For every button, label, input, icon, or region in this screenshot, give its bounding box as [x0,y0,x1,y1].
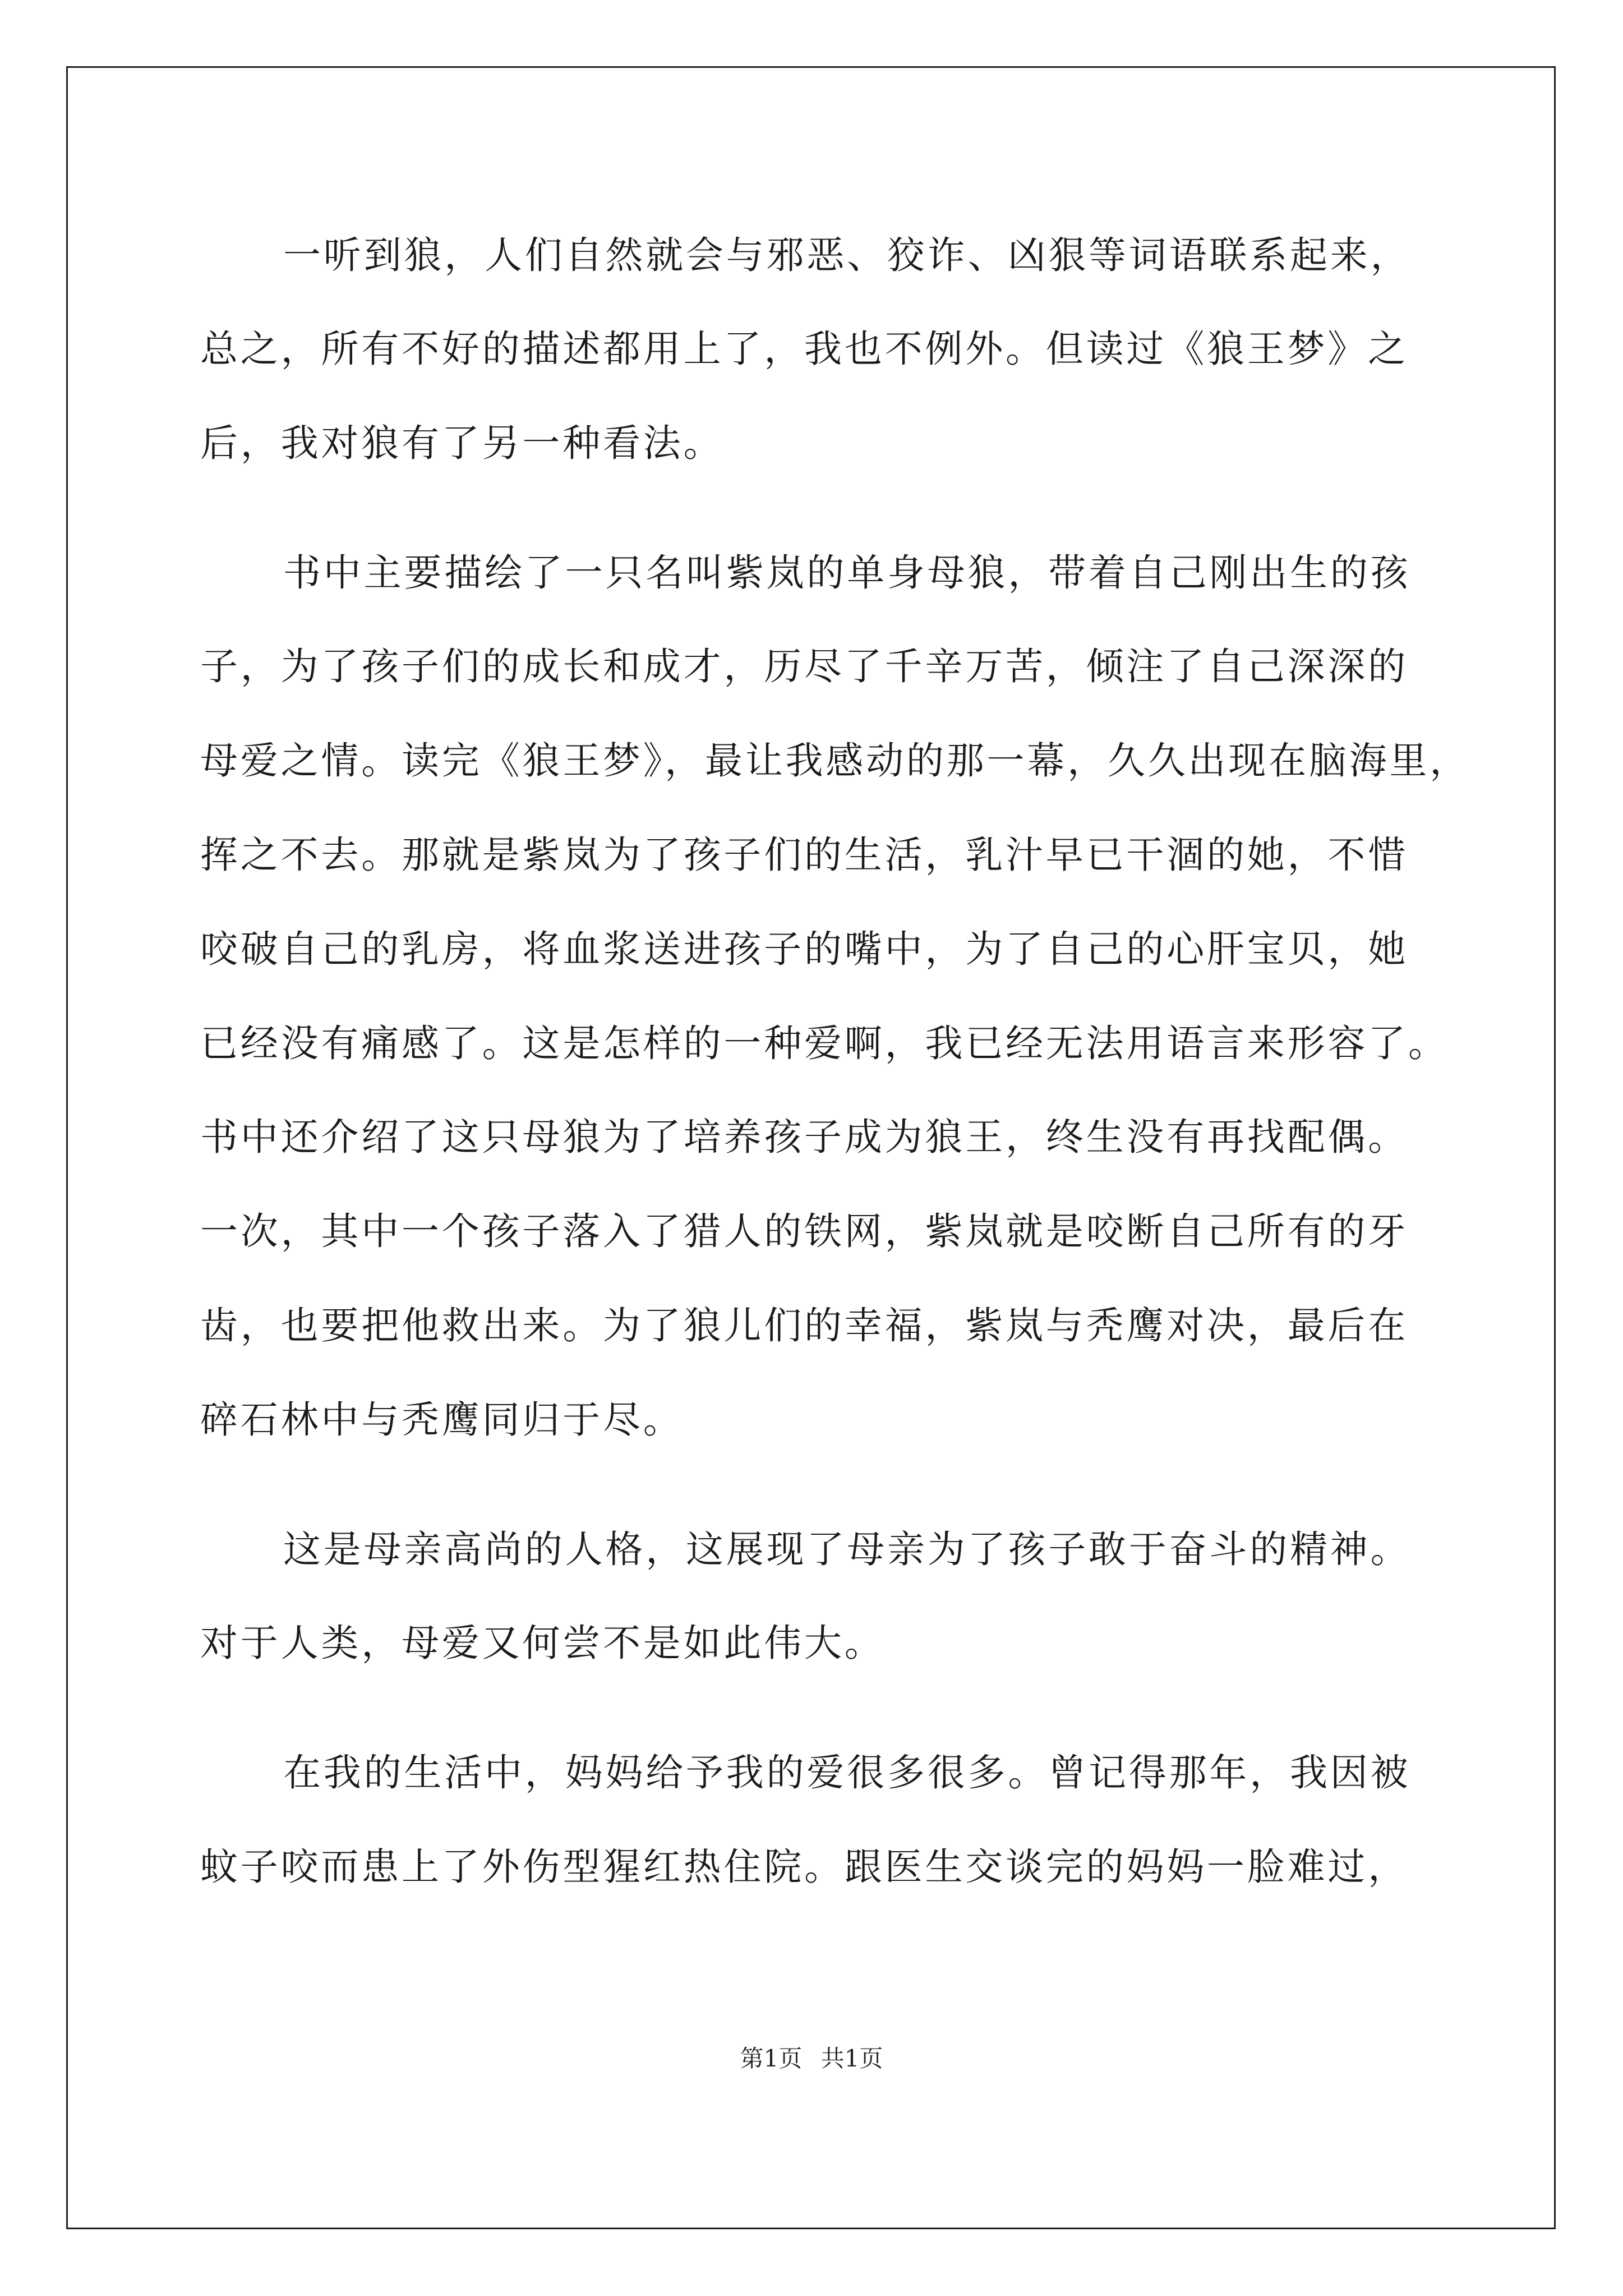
text-line: 对于人类，母爱又何尝不是如此伟大。 [200,1621,885,1665]
text-line: 已经没有痛感了。这是怎样的一种爱啊，我已经无法用语言来形容了。 [200,1022,1449,1065]
text-line: 后，我对狼有了另一种看法。 [200,421,724,465]
text-line: 这是母亲高尚的人格，这展现了母亲为了孩子敢于奋斗的精神。 [283,1527,1411,1571]
text-line: 碎石林中与秃鹰同归于尽。 [200,1398,684,1442]
text-line: 在我的生活中，妈妈给予我的爱很多很多。曾记得那年，我因被 [283,1751,1411,1795]
text-line: 咬破自己的乳房，将血浆送进孩子的嘴中，为了自己的心肝宝贝，她 [200,927,1408,971]
text-line: 一听到狼，人们自然就会与邪恶、狡诈、凶狠等词语联系起来， [283,233,1411,277]
page-footer: 第1页 共1页 [740,2045,883,2072]
text-line: 子，为了孩子们的成长和成才，历尽了千辛万苦，倾注了自己深深的 [200,645,1408,688]
text-line: 齿，也要把他救出来。为了狼儿们的幸福，紫岚与秃鹰对决，最后在 [200,1304,1408,1347]
text-line: 母爱之情。读完《狼王梦》，最让我感动的那一幕，久久出现在脑海里， [200,739,1470,783]
text-line: 蚊子咬而患上了外伤型猩红热住院。跟医生交谈完的妈妈一脸难过， [200,1845,1408,1889]
text-line: 一次，其中一个孩子落入了猎人的铁网，紫岚就是咬断自己所有的牙 [200,1209,1408,1253]
text-line: 书中还介绍了这只母狼为了培养孩子成为狼王，终生没有再找配偶。 [200,1115,1408,1159]
text-line: 总之，所有不好的描述都用上了，我也不例外。但读过《狼王梦》之 [200,327,1408,371]
text-line: 挥之不去。那就是紫岚为了孩子们的生活，乳汁早已干涸的她，不惜 [200,833,1408,877]
text-line: 书中主要描绘了一只名叫紫岚的单身母狼，带着自己刚出生的孩 [283,551,1411,595]
